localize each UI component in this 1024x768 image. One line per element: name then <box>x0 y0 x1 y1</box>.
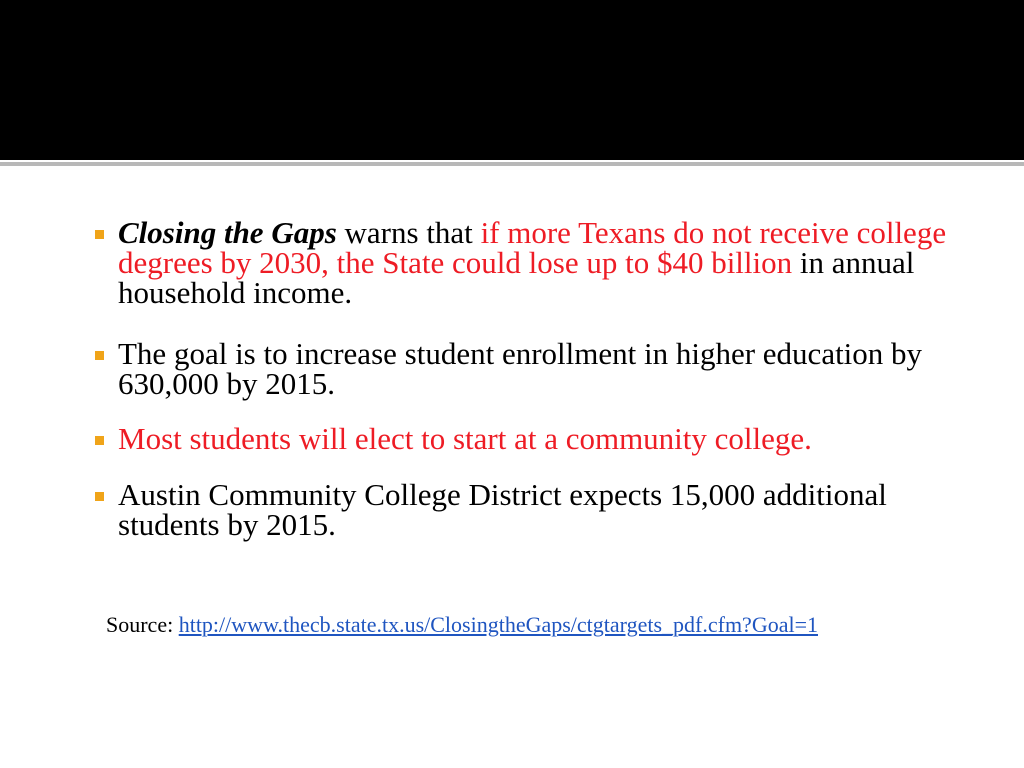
bullet-square-icon <box>95 351 104 360</box>
bullet-square-icon <box>95 492 104 501</box>
bullet-item <box>94 421 974 456</box>
highlighted-text: Most students will elect to start at a community college. <box>118 421 812 456</box>
bullet-text: The goal is to increase student enrollment in higher education by 630,000 by 2015. <box>118 336 923 401</box>
source-label: Source: <box>106 612 179 637</box>
bullet-item <box>94 477 974 542</box>
bullet-square-icon <box>95 230 104 239</box>
bullet-square-icon <box>95 436 104 445</box>
bullet-text: in annual household income. <box>118 245 915 310</box>
bullet-item <box>94 215 974 310</box>
bullet-item <box>94 336 974 401</box>
bullet-text: warns that <box>336 215 481 250</box>
source-citation <box>106 612 818 638</box>
highlighted-text: if more Texans do not receive college degrees by 2030, the State could lose up to $40 billion <box>118 215 947 280</box>
bullet-text: Austin Community College District expects 15,000 additional students by 2015. <box>118 477 887 542</box>
title-header-band <box>0 0 1024 160</box>
header-divider <box>0 162 1024 166</box>
closing-the-gaps-title: Closing the Gaps <box>118 215 337 250</box>
slide-body <box>94 215 974 570</box>
source-link[interactable]: http://www.thecb.state.tx.us/ClosingtheGaps/ctgtargets_pdf.cfm?Goal=1 <box>178 612 818 637</box>
